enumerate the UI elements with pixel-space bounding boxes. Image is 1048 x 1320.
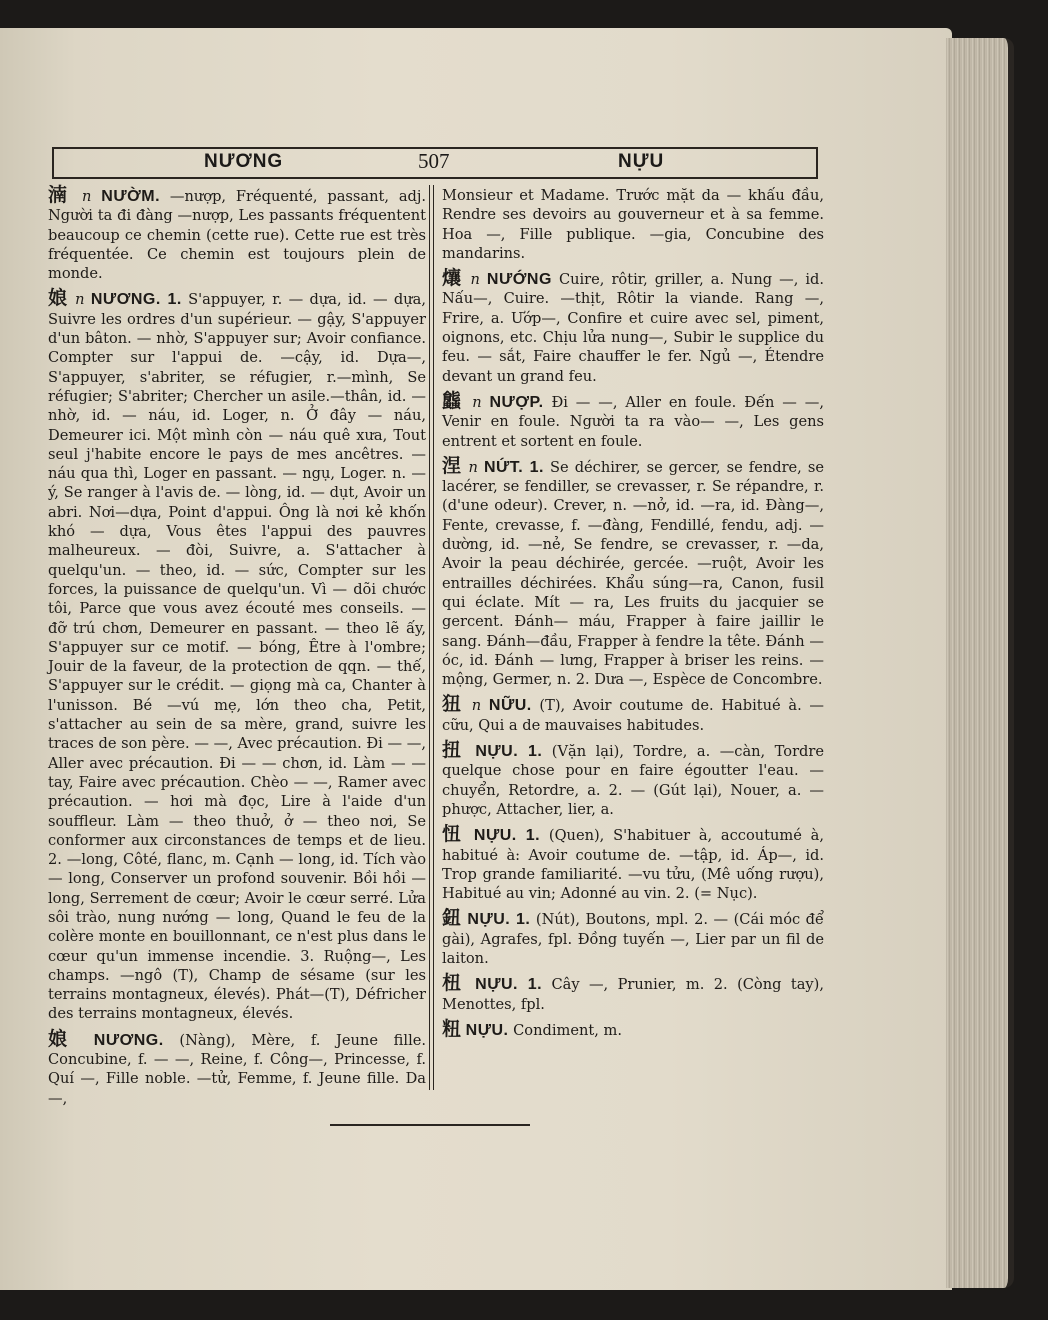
- entry-nuu-habit: [442, 695, 824, 735]
- entry-han-character: 涅: [442, 454, 463, 477]
- entry-definition: —nượp, Fréquenté, passant, adj. Người ta đi đàng —nượp, Les passants fréquentent beaucoup ce chemin (cette rue). Cette rue est très fréquentée. Ce chemin est toujours plein de monde.: [48, 188, 427, 283]
- entry-definition: Đi — —, Aller en foule. Đến — —, Venir en foule. Người ta ra vào— —, Les gens entrent et sortent en foule.: [442, 393, 824, 450]
- entry-han-character: 粈: [442, 1017, 462, 1040]
- entry-mark: n: [75, 291, 85, 309]
- entry-han-character: 湳: [48, 184, 73, 206]
- running-header: [52, 147, 818, 179]
- entry-han-character: 爙: [442, 267, 464, 290]
- entry-nuu-buttons: [442, 909, 824, 968]
- entry-definition: (Quen), S'habituer à, accoutumé à, habitué à: Avoir coutume de. —tập, id. Áp—, id. Trop grande familiarité. —vu tửu, (Mê uống rượu), Habitué au vin; Adonné au vin. 2. (= Nục).: [442, 827, 824, 903]
- header-left-guideword: NƯƠNG: [204, 151, 284, 172]
- entry-han-character: 鈕: [442, 907, 462, 930]
- entry-han-character: 娘: [48, 1027, 79, 1050]
- entry-nuom: [48, 186, 426, 283]
- left-column: [48, 186, 426, 1114]
- page-number: 507: [418, 149, 450, 173]
- entry-headword: NỮU.: [488, 697, 532, 715]
- entry-han-character: 忸: [442, 823, 466, 846]
- entry-nuong-cook: [442, 269, 824, 386]
- entry-mark: n: [472, 393, 482, 411]
- entry-headword: NƯỜM.: [101, 188, 161, 205]
- entry-definition: Cây —, Prunier, m. 2. (Còng tay), Menottes, fpl.: [442, 976, 824, 1013]
- right-column: [442, 186, 824, 1046]
- entry-nuu-condiment: [442, 1017, 824, 1040]
- entry-headword: NỰU. 1.: [473, 827, 541, 845]
- entry-han-character: 杻: [442, 972, 466, 995]
- entry-definition: (Nàng), Mère, f. Jeune fille. Concubine, f. — —, Reine, f. Công—, Princesse, f. Quí —, Fille noble. —tử, Femme, f. Jeune fille. Da—,: [48, 1031, 427, 1107]
- entry-definition: Monsieur et Madame. Trước mặt da — khấu đầu, Rendre ses devoirs au gouverneur et à sa femme. Hoa —, Fille publique. —gia, Concubine des mandarins.: [442, 187, 824, 262]
- entry-headword: NƯƠNG. 1.: [90, 291, 182, 309]
- entry-definition: (Vặn lại), Tordre, a. —càn, Tordre quelque chose pour en faire égoutter l'eau. —chuyển, Retordre, a. 2. — (Gút lại), Nouer, a. —phược, Attacher, lier, a.: [442, 743, 824, 818]
- book-page-edges: [946, 38, 1014, 1288]
- entry-nuu-plum: [442, 974, 824, 1014]
- entry-nuu-accustomed: [442, 825, 824, 903]
- entry-headword: NƯƠNG.: [93, 1031, 164, 1049]
- header-right-guideword: NỰU: [618, 151, 665, 172]
- entry-mark: n: [468, 458, 478, 476]
- entry-nuong-2: [48, 1027, 427, 1108]
- entry-headword: NƯỢP.: [489, 393, 544, 411]
- entry-nuong-1: [48, 289, 426, 1023]
- entry-han-character: 䘅: [442, 389, 465, 412]
- entry-definition: Condiment, m.: [513, 1021, 622, 1039]
- entry-nuong-continued: [442, 186, 824, 263]
- entry-headword: NỨT. 1.: [483, 458, 544, 476]
- entry-headword: NỰU.: [465, 1021, 509, 1039]
- entry-definition: Se déchirer, se gercer, se fendre, se lacérer, se fendiller, se crevasser, r. Se répandre, r. (d'une odeur). Crever, n. —nở, id. —ra, id. Đàng—, Fente, crevasse, f. —đàng, Fendillé, fendu, adj. —dường, id. —nẻ, Se fendre, se crevasser, r. —da, Avoir la peau déchirée, gercée. —ruột, Avoir les entrailles déchirées. Khẩu súng—ra, Canon, fusil qui éclate. Mít — ra, Les fruits du jacquier se gercent. Đánh— máu, Frapper à faire jaillir le sang. Đánh—đầu, Frapper à fendre la tête. Đánh — óc, id. Đánh — lưng, Frapper à briser les reins. — mộng, Germer, n. 2. Dưa —, Espèce de Concombre.: [442, 458, 824, 689]
- entry-nut: [442, 454, 824, 690]
- entry-headword: NỰU. 1.: [467, 911, 531, 929]
- entry-definition: Cuire, rôtir, griller, a. Nung —, id. Nấu—, Cuire. —thịt, Rôtir la viande. Rang —, Frire, a. Ướp—, Confire et cuire avec sel, piment, oignons, etc. Chịu lửa nung—, Subir le supplice du feu. — sắt, Faire chauffer le fer. Ngủ —, Étendre devant un grand feu.: [442, 271, 825, 385]
- entry-definition: (Nút), Boutons, mpl. 2. — (Cái móc để gài), Agrafes, fpl. Đồng tuyến —, Lier par un fil de laiton.: [442, 911, 824, 967]
- entry-nuop: [442, 389, 824, 451]
- entry-mark: n: [470, 271, 480, 289]
- entry-headword: NƯỚNG: [486, 271, 552, 289]
- entry-definition: S'appuyer, r. — dựa, id. — dựa, Suivre les ordres d'un supérieur. — gậy, S'appuyer d'un bâton. — nhờ, S'appuyer sur; Avoir confiance. Compter sur l'appui de. —cậy, id. Dựa—, S'appuyer, s'abriter, se réfugier, r.—mình, Se réfugier; S'abriter; Chercher un asile.—thân, id. — nhờ, id. — náu, id. Loger, n. Ở đây — náu, Demeurer ici. Một mình còn — náu quê xưa, Tout seul j'habite encore le pays de mes ancêtres. — náu qua thì, Loger en passant. — ngụ, Loger. n. — ý, Se ranger à l'avis de. — lòng, id. — dụt, Avoir un abri. Nơi—dựa, Point d'appui. Ông là nơi kẻ khốn khó — dựa, Vous êtes l'appui des pauvres malheureux. — đòi, Suivre, a. S'attacher à quelqu'un. — theo, id. — sức, Compter sur les forces, la puissance de quelqu'un. Vì — dõi chước tôi, Parce que vous avez écouté mes conseils. — đỡ trú chơn, Demeurer en passant. — theo lẽ ấy, S'appuyer sur ce motif. — bóng, Être à l'ombre; Jouir de la faveur, de la protection de qqn. — thế, S'appuyer sur le crédit. — giọng mà ca, Chanter à l'unisson. Bé —vú mẹ, lớn theo cha, Petit, s'attacher au sein de sa mère, grand, suivre les traces de son père. — —, Avec précaution. Đi — —, Aller avec précaution. Đi — — chơn, id. Làm — — tay, Faire avec précaution. Chèo — —, Ramer avec précaution. — hơi mà đọc, Lire à l'aide d'un souffleur. Làm — theo thuở, ở — theo nơi, Se conformer aux circonstances de temps et de lieu. 2. —long, Côté, flanc, m. Cạnh — long, id. Tích vào — long, Conserver un profond souvenir. Bồi hồi — long, Serrement de cœur; Avoir le cœur serré. Lửa sôi trào, nung nướng — long, Quand le feu de la colère monte en bouillonnant, ce n'est plus dans le cœur qu'un immense incendie. 3. Ruộng—, Les champs. —ngô (T), Champ de sésame (sur les terrains montagneux, élevés). Phát—(T), Défricher des terrains montagneux, élevés.: [48, 291, 426, 1023]
- entry-han-character: 娘: [48, 287, 69, 310]
- entry-nuu-twist: [442, 741, 824, 819]
- entry-headword: NỰU. 1.: [475, 743, 543, 761]
- entry-han-character: 狃: [442, 693, 465, 716]
- page-end-rule: [330, 1124, 530, 1126]
- entry-definition: (T), Avoir coutume de. Habitué à. — cữu, Qui a de mauvaises habitudes.: [442, 697, 824, 734]
- column-divider: [429, 185, 434, 1090]
- entry-mark: n: [471, 697, 482, 715]
- entry-han-character: 扭: [442, 739, 466, 762]
- entry-mark: n: [82, 188, 92, 205]
- entry-headword: NỰU. 1.: [475, 976, 543, 994]
